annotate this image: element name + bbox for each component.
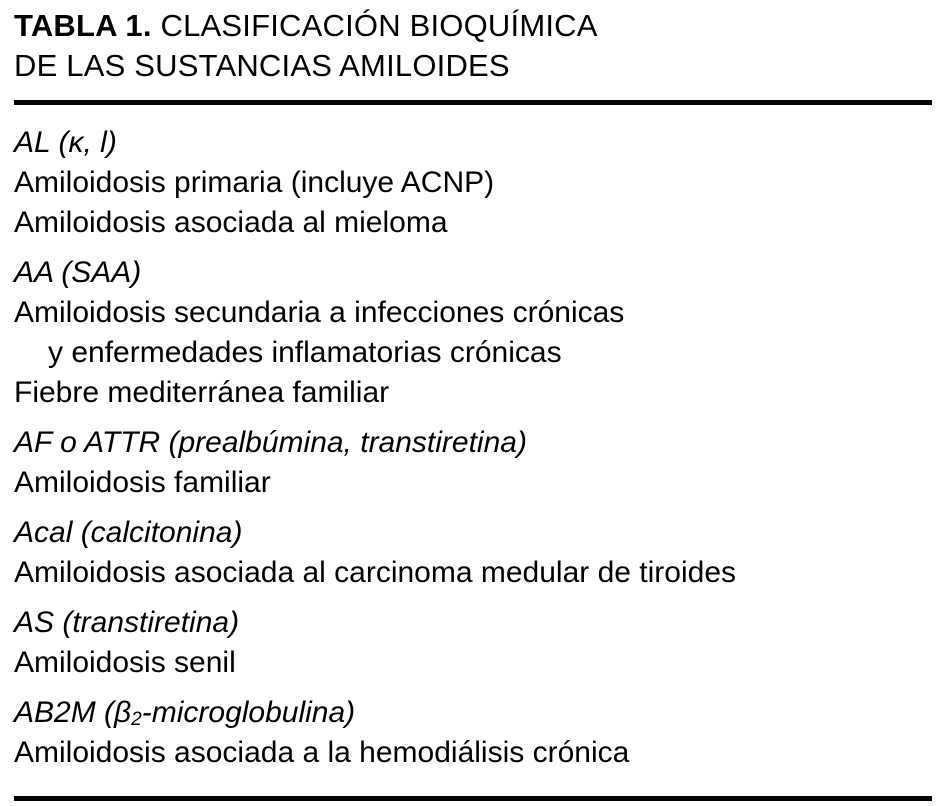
group-heading: AL (κ, l) [14, 126, 117, 159]
heading-suffix: -microglobulina) [141, 696, 356, 729]
group-as [14, 603, 932, 683]
table-label: TABLA 1. [14, 8, 152, 43]
group-item: Amiloidosis asociada al carcinoma medular de tiroides [14, 556, 737, 589]
group-heading: Acal (calcitonina) [14, 516, 243, 549]
group-item: Fiebre mediterránea familiar [14, 376, 390, 409]
group-spacer [14, 683, 932, 693]
title-line-1: CLASIFICACIÓN BIOQUÍMICA [160, 8, 598, 43]
group-af-attr [14, 423, 932, 503]
group-spacer [14, 413, 932, 423]
group-item: Amiloidosis senil [14, 646, 236, 679]
title-line-2: DE LAS SUSTANCIAS AMILOIDES [14, 48, 510, 83]
heading-subscript: 2 [131, 709, 142, 730]
group-spacer [14, 593, 932, 603]
top-rule [14, 100, 932, 105]
group-heading: AF o ATTR (prealbúmina, transtiretina) [14, 426, 527, 459]
group-spacer [14, 243, 932, 253]
group-item: Amiloidosis secundaria a infecciones crónicas [14, 296, 625, 329]
bottom-rule [14, 796, 932, 801]
group-ab2m [14, 693, 932, 773]
group-aa [14, 253, 932, 413]
group-item: Amiloidosis asociada a la hemodiálisis crónica [14, 736, 630, 769]
group-acal [14, 513, 932, 593]
group-item-continuation: y enfermedades inflamatorias crónicas [48, 336, 562, 369]
heading-prefix: AB2M (β [14, 696, 132, 729]
group-item: Amiloidosis asociada al mieloma [14, 206, 448, 239]
group-heading [14, 693, 932, 733]
group-heading: AS (transtiretina) [14, 606, 240, 639]
group-item: Amiloidosis familiar [14, 466, 271, 499]
group-heading: AA (SAA) [14, 256, 142, 289]
group-al [14, 123, 932, 243]
group-spacer [14, 503, 932, 513]
group-item: Amiloidosis primaria (incluye ACNP) [14, 166, 495, 199]
classification-table [14, 123, 932, 773]
table-title [14, 6, 598, 86]
